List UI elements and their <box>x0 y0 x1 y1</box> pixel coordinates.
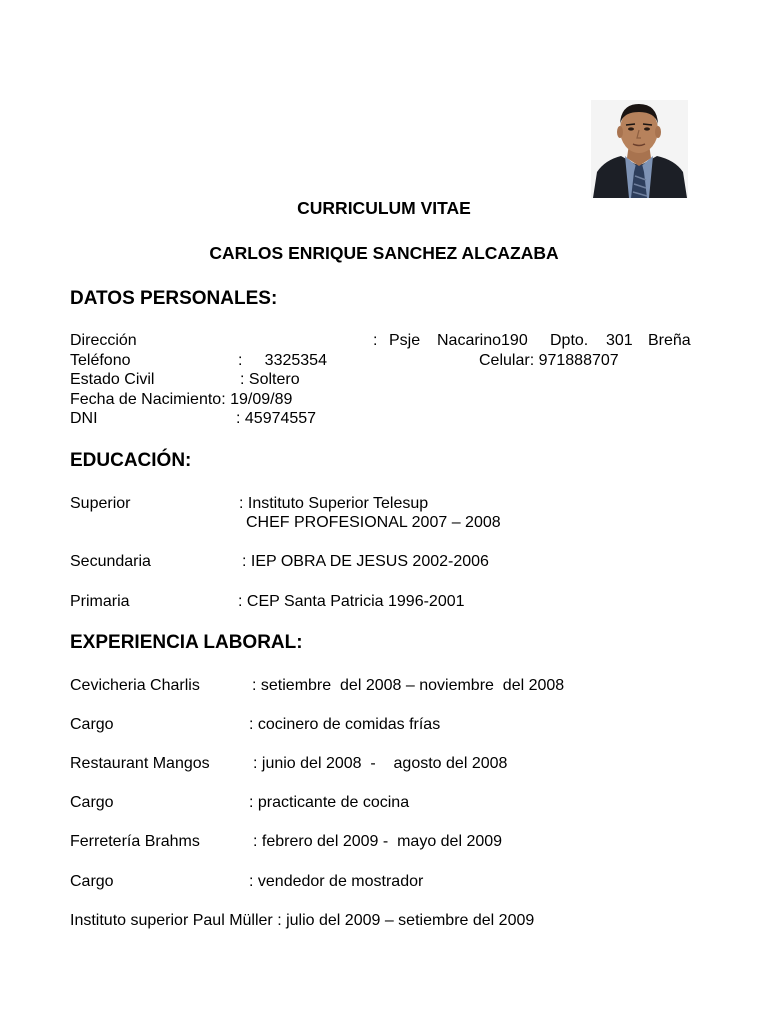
profile-photo <box>591 100 688 198</box>
superior-label: Superior <box>70 495 131 512</box>
section-heading-educacion: EDUCACIÓN: <box>70 450 192 471</box>
primaria-value: : CEP Santa Patricia 1996-2001 <box>238 593 465 610</box>
direccion-word: Dpto. <box>550 332 589 349</box>
primaria-label: Primaria <box>70 593 130 610</box>
direccion-word: 301 <box>606 332 633 349</box>
celular-value: Celular: 971888707 <box>479 352 619 369</box>
experience-label: Cargo <box>70 716 114 733</box>
telefono-label: Teléfono <box>70 352 131 369</box>
experience-value: : febrero del 2009 - mayo del 2009 <box>253 833 503 850</box>
secundaria-value: : IEP OBRA DE JESUS 2002-2006 <box>242 553 489 570</box>
telefono-value: : 3325354 <box>238 352 327 369</box>
secundaria-label: Secundaria <box>70 553 151 570</box>
experience-label: Cargo <box>70 873 114 890</box>
direccion-colon: : <box>373 332 378 349</box>
experience-value: : junio del 2008 - agosto del 2008 <box>253 755 508 772</box>
direccion-label: Dirección <box>70 332 137 349</box>
experience-value: : cocinero de comidas frías <box>249 716 441 733</box>
estado-civil-value: : Soltero <box>240 371 300 388</box>
document-title: CURRICULUM VITAE <box>297 198 471 218</box>
experience-value: : setiembre del 2008 – noviembre del 2008 <box>252 677 565 694</box>
estado-civil-label: Estado Civil <box>70 371 155 388</box>
section-heading-datos-personales: DATOS PERSONALES: <box>70 288 278 309</box>
experience-value: : vendedor de mostrador <box>249 873 424 890</box>
direccion-word: Psje <box>389 332 421 349</box>
section-heading-experiencia: EXPERIENCIA LABORAL: <box>70 632 303 653</box>
dni-value: : 45974557 <box>236 410 317 427</box>
direccion-word: Breña <box>648 332 691 349</box>
superior-value: : Instituto Superior Telesup <box>239 495 429 512</box>
fecha-nacimiento: Fecha de Nacimiento: 19/09/89 <box>70 391 293 408</box>
dni-label: DNI <box>70 410 98 427</box>
experience-label: Cargo <box>70 794 114 811</box>
superior-detail: CHEF PROFESIONAL 2007 – 2008 <box>246 514 501 531</box>
experience-value: : practicante de cocina <box>249 794 410 811</box>
direccion-word: Nacarino190 <box>437 332 528 349</box>
experience-label: Ferretería Brahms <box>70 833 200 850</box>
candidate-name: CARLOS ENRIQUE SANCHEZ ALCAZABA <box>209 243 559 263</box>
experience-last-line: Instituto superior Paul Müller : julio del 2009 – setiembre del 2009 <box>70 912 535 929</box>
experience-label: Restaurant Mangos <box>70 755 210 772</box>
experience-label: Cevicheria Charlis <box>70 677 200 694</box>
